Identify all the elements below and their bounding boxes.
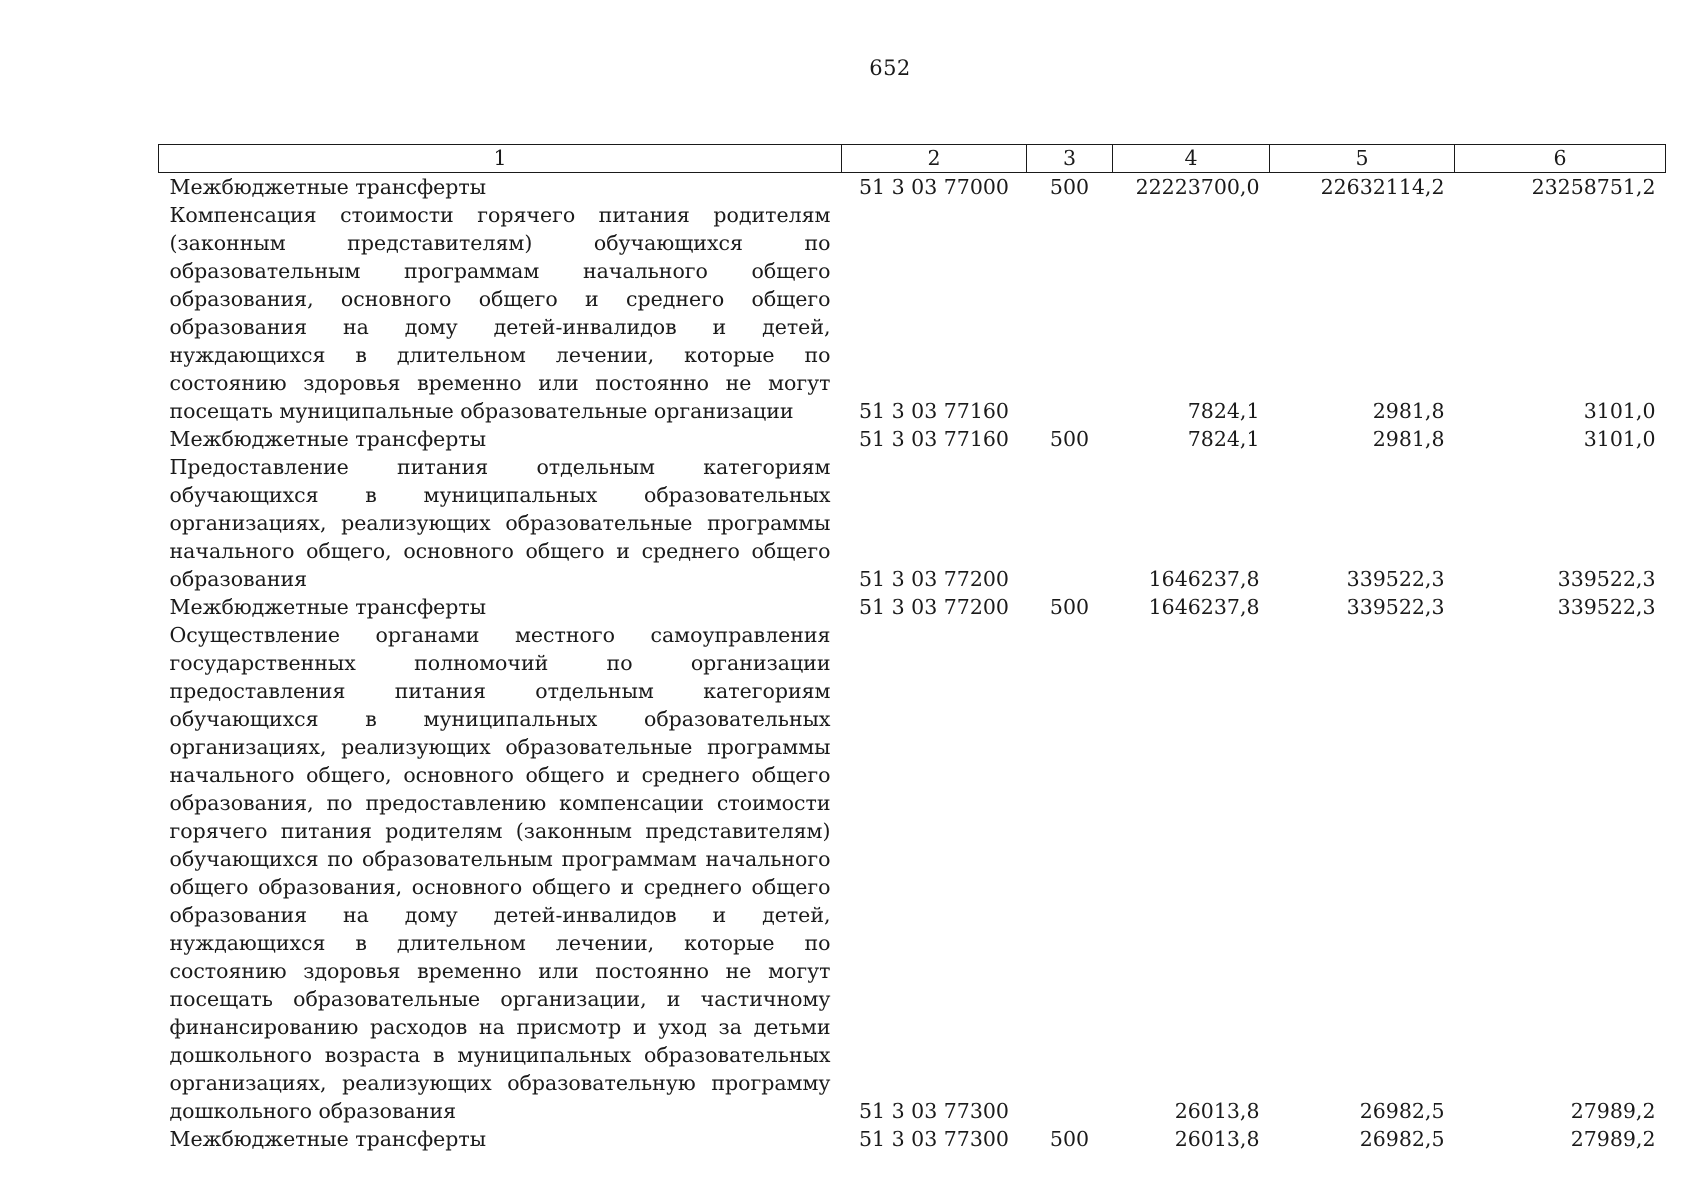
- budget-table: [158, 144, 1666, 1153]
- row-code: 51 3 03 77300: [859, 1127, 1009, 1151]
- table-header: [159, 145, 1666, 173]
- row-name: Осуществление органами местного самоуправления государственных полномочий по организации предоставления питания отдельным категориям обучающихся в муниципальных образовательных организациях, реализующих образовательные программы начального общего, основного общего и среднего общего образования, по предоставлению компенсации стоимости горячего питания родителям (законным представителям) обучающихся по образовательным программам начального общего образования, основного общего и среднего общего образования на дому детей-инвалидов и детей, нуждающихся в длительном лечении, которые по состоянию здоровья временно или постоянно не могут посещать образовательные организации, и частичному финансированию расходов на присмотр и уход за детьми дошкольного возраста в муниципальных образовательных организациях, реализующих образовательную программу дошкольного образования: [169, 623, 831, 1123]
- row-name: Предоставление питания отдельным категориям обучающихся в муниципальных образовательных организациях, реализующих образовательные программы начального общего, основного общего и среднего общего образования: [169, 455, 831, 591]
- row-value-col5: 339522,3: [1346, 567, 1445, 591]
- row-type: 500: [1049, 427, 1090, 451]
- header-col-5: 5: [1270, 145, 1455, 173]
- row-type: [1027, 201, 1113, 425]
- row-value-col5: 26982,5: [1359, 1099, 1445, 1123]
- row-value-col6: 3101,0: [1583, 427, 1656, 451]
- row-value-col5: 26982,5: [1359, 1127, 1445, 1151]
- row-value-col5: 22632114,2: [1320, 175, 1445, 199]
- row-value-col6: 339522,3: [1557, 567, 1656, 591]
- row-type: 500: [1049, 595, 1090, 619]
- row-code: 51 3 03 77000: [859, 175, 1009, 199]
- row-value-col4: 7824,1: [1187, 399, 1260, 423]
- row-value-col5: 339522,3: [1346, 595, 1445, 619]
- table-row: [159, 201, 1666, 425]
- table-row: [159, 593, 1666, 621]
- header-col-4: 4: [1113, 145, 1270, 173]
- header-col-6: 6: [1455, 145, 1666, 173]
- row-code: 51 3 03 77160: [859, 427, 1009, 451]
- table-row: [159, 1125, 1666, 1153]
- header-row: [159, 145, 1666, 173]
- row-value-col6: 27989,2: [1570, 1099, 1656, 1123]
- row-value-col4: 1646237,8: [1148, 567, 1260, 591]
- row-value-col4: 26013,8: [1174, 1127, 1260, 1151]
- table-row: [159, 425, 1666, 453]
- table-body: [159, 173, 1666, 1154]
- header-col-2: 2: [842, 145, 1027, 173]
- row-value-col4: 22223700,0: [1135, 175, 1260, 199]
- row-value-col5: 2981,8: [1372, 399, 1445, 423]
- row-value-col6: 23258751,2: [1531, 175, 1656, 199]
- page-number: 652: [869, 56, 911, 80]
- row-type: [1027, 453, 1113, 593]
- header-col-1: 1: [159, 145, 842, 173]
- row-code: 51 3 03 77200: [859, 595, 1009, 619]
- row-name: Межбюджетные трансферты: [169, 427, 487, 451]
- row-name: Компенсация стоимости горячего питания родителям (законным представителям) обучающихся по образовательным программам начального общего образования, основного общего и среднего общего образования на дому детей-инвалидов и детей, нуждающихся в длительном лечении, которые по состоянию здоровья временно или постоянно не могут посещать муниципальные образовательные организации: [169, 203, 831, 423]
- table-row: [159, 173, 1666, 202]
- row-type: 500: [1049, 1127, 1090, 1151]
- table-row: [159, 453, 1666, 593]
- row-code: 51 3 03 77160: [859, 399, 1009, 423]
- row-code: 51 3 03 77200: [859, 567, 1009, 591]
- row-value-col6: 27989,2: [1570, 1127, 1656, 1151]
- row-value-col4: 1646237,8: [1148, 595, 1260, 619]
- row-value-col5: 2981,8: [1372, 427, 1445, 451]
- row-code: 51 3 03 77300: [859, 1099, 1009, 1123]
- row-name: Межбюджетные трансферты: [169, 175, 487, 199]
- header-col-3: 3: [1027, 145, 1113, 173]
- row-value-col6: 3101,0: [1583, 399, 1656, 423]
- row-name: Межбюджетные трансферты: [169, 1127, 487, 1151]
- row-value-col6: 339522,3: [1557, 595, 1656, 619]
- row-type: [1027, 621, 1113, 1125]
- row-value-col4: 26013,8: [1174, 1099, 1260, 1123]
- row-value-col4: 7824,1: [1187, 427, 1260, 451]
- row-name: Межбюджетные трансферты: [169, 595, 487, 619]
- table-row: [159, 621, 1666, 1125]
- row-type: 500: [1049, 175, 1090, 199]
